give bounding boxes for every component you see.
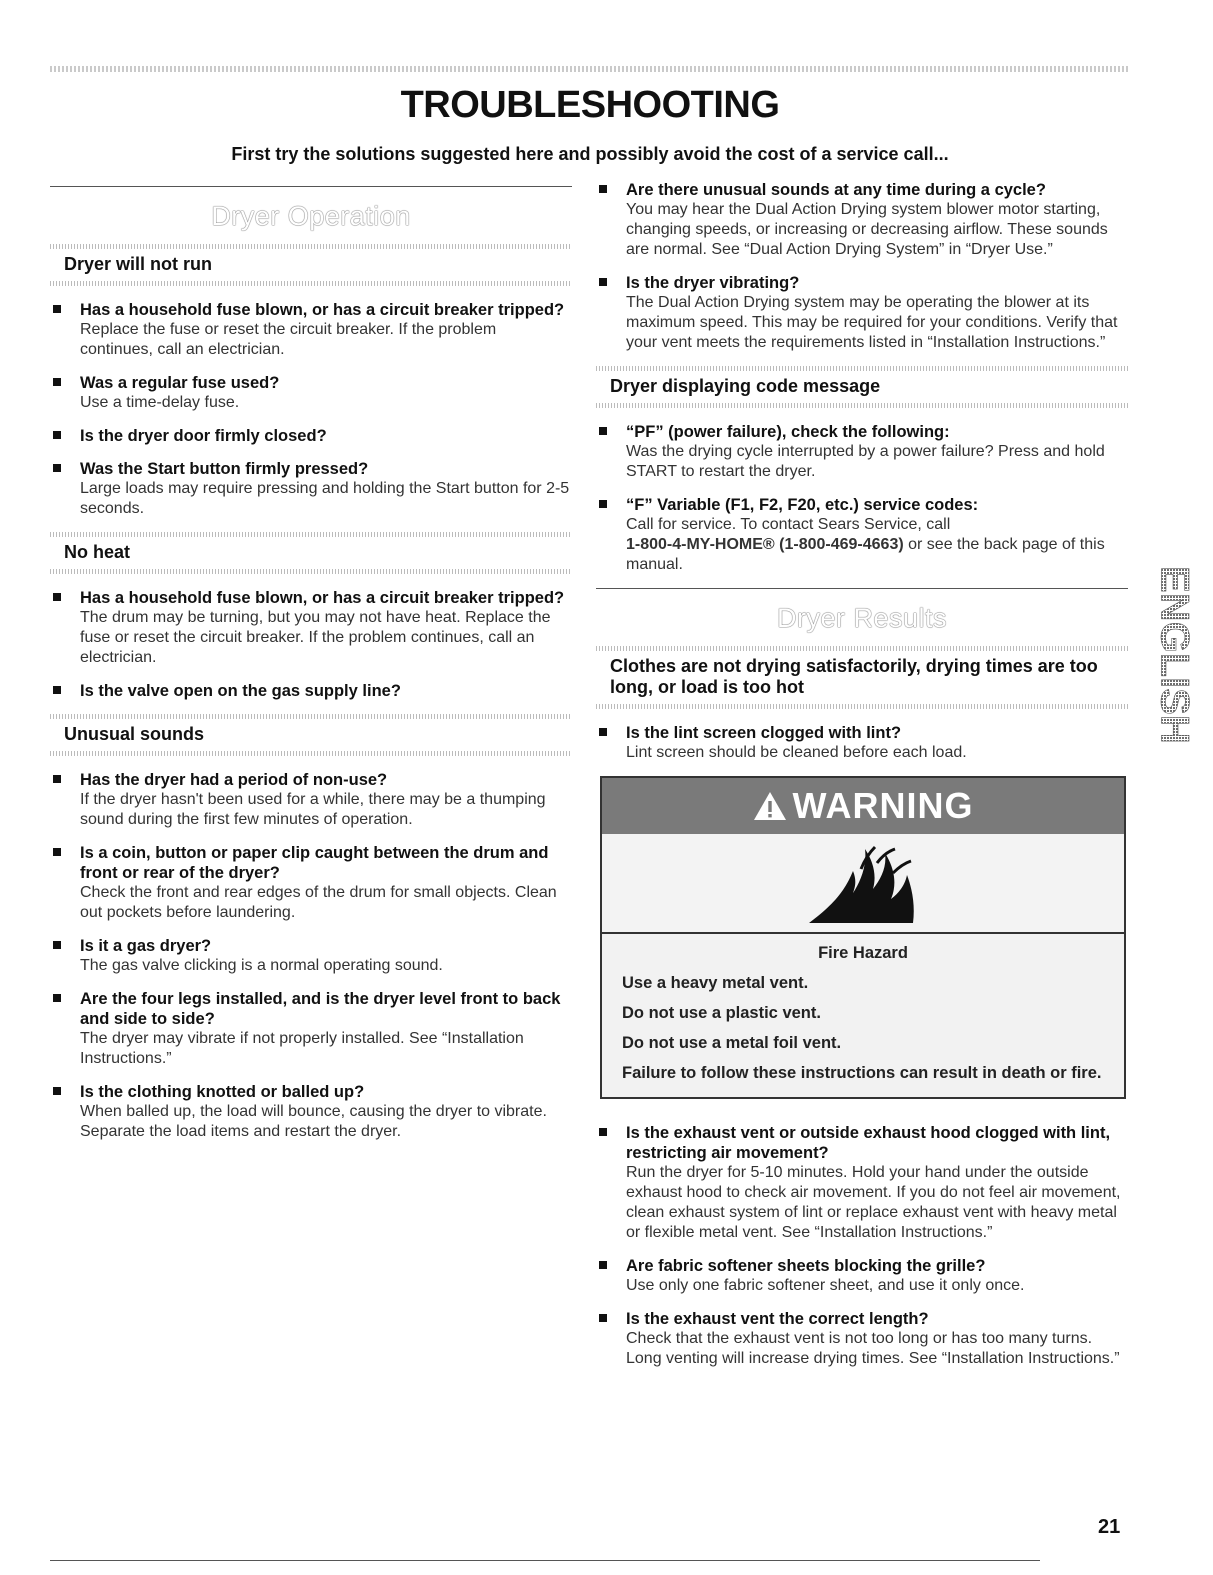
bullet-icon	[53, 1087, 61, 1095]
list-item	[596, 180, 1128, 260]
bullet-icon	[53, 848, 61, 856]
list-item	[596, 273, 1128, 353]
list-item	[596, 495, 1128, 575]
group-title: Unusual sounds	[64, 724, 205, 744]
question: Is the dryer door firmly closed?	[80, 427, 327, 445]
question-list	[596, 723, 1128, 763]
question-list	[596, 180, 1128, 353]
dotted-divider	[50, 569, 572, 574]
section-rule	[596, 588, 1128, 589]
warning-header	[602, 778, 1124, 834]
dotted-divider	[596, 704, 1128, 709]
answer: Check that the exhaust vent is not too long or has too many turns. Long venting will increase drying times. See “Installation Instructions.”	[626, 1330, 1120, 1367]
group-title: Clothes are not drying satisfactorily, drying times are too long, or load is too hot	[610, 656, 1098, 697]
top-rule	[50, 66, 1128, 72]
warning-line: Use a heavy metal vent.	[622, 974, 809, 992]
group-no-heat	[50, 532, 572, 701]
bullet-icon	[599, 1314, 607, 1322]
answer: When balled up, the load will bounce, causing the dryer to vibrate. Separate the load items and restart the dryer.	[80, 1103, 547, 1140]
bullet-icon	[599, 185, 607, 193]
question: Has a household fuse blown, or has a circuit breaker tripped?	[80, 589, 565, 607]
section-heading-dryer-results: Dryer Results	[776, 603, 948, 633]
question: Are the four legs installed, and is the dryer level front to back and side to side?	[80, 990, 561, 1028]
dotted-divider	[50, 281, 572, 286]
question: Is the exhaust vent the correct length?	[626, 1310, 929, 1328]
list-item	[50, 681, 572, 701]
answer: The dryer may vibrate if not properly installed. See “Installation Instructions.”	[80, 1030, 524, 1067]
service-phone: 1-800-4-MY-HOME® (1-800-469-4663)	[626, 536, 904, 553]
list-item	[50, 426, 572, 446]
answer: If the dryer hasn't been used for a while, there may be a thumping sound during the first few minutes of operation.	[80, 791, 546, 828]
list-item	[50, 770, 572, 830]
side-tab-text: ENGLISH	[1152, 566, 1197, 744]
list-item	[50, 373, 572, 413]
warning-line: Failure to follow these instructions can result in death or fire.	[622, 1064, 1102, 1082]
answer: Lint screen should be cleaned before each load.	[626, 744, 967, 761]
group-title: No heat	[64, 542, 131, 562]
answer: Use only one fabric softener sheet, and use it only once.	[626, 1277, 1025, 1294]
bullet-icon	[53, 464, 61, 472]
group-unusual-sounds	[50, 714, 572, 1142]
list-item	[596, 422, 1128, 482]
bullet-icon	[53, 941, 61, 949]
list-item	[50, 459, 572, 519]
answer	[626, 515, 1128, 575]
dotted-divider	[50, 751, 572, 756]
bullet-icon	[53, 378, 61, 386]
bullet-icon	[53, 305, 61, 313]
page-number: 21	[1098, 1516, 1121, 1538]
question: Is the valve open on the gas supply line?	[80, 682, 401, 700]
right-column	[596, 180, 1128, 1382]
question: Is the clothing knotted or balled up?	[80, 1083, 365, 1101]
bullet-icon	[599, 427, 607, 435]
warning-box	[600, 776, 1126, 1099]
section-rule	[50, 186, 572, 187]
bottom-rule	[50, 1560, 1040, 1561]
list-item	[50, 300, 572, 360]
question: “F” Variable (F1, F2, F20, etc.) service codes:	[626, 496, 979, 514]
list-item	[50, 936, 572, 976]
bullet-icon	[53, 686, 61, 694]
question-list	[50, 588, 572, 701]
question-list	[596, 1123, 1128, 1369]
group-title: Dryer displaying code message	[610, 376, 881, 396]
bullet-icon	[599, 1261, 607, 1269]
question: Has the dryer had a period of non-use?	[80, 771, 388, 789]
bullet-icon	[599, 278, 607, 286]
question: Was the Start button firmly pressed?	[80, 460, 369, 478]
question: Was a regular fuse used?	[80, 374, 280, 392]
section-heading-dryer-operation: Dryer Operation	[211, 201, 411, 231]
list-item	[596, 1256, 1128, 1296]
question: Is a coin, button or paper clip caught between the drum and front or rear of the dryer?	[80, 844, 549, 882]
page-subtitle: First try the solutions suggested here and possibly avoid the cost of a service call...	[231, 144, 949, 164]
answer: Replace the fuse or reset the circuit breaker. If the problem continues, call an electrician.	[80, 321, 497, 358]
warning-icon-panel	[602, 834, 1124, 934]
list-item	[50, 989, 572, 1069]
bullet-icon	[53, 431, 61, 439]
bullet-icon	[599, 728, 607, 736]
list-item	[596, 1123, 1128, 1243]
question: Are there unusual sounds at any time during a cycle?	[626, 181, 1046, 199]
answer: Check the front and rear edges of the drum for small objects. Clean out pockets before laundering.	[80, 884, 557, 921]
list-item	[50, 843, 572, 923]
answer: Was the drying cycle interrupted by a power failure? Press and hold START to restart the dryer.	[626, 443, 1105, 480]
warning-line: Do not use a plastic vent.	[622, 1004, 821, 1022]
warning-label: WARNING	[792, 785, 974, 826]
list-item	[596, 723, 1128, 763]
answer: You may hear the Dual Action Drying system blower motor starting, changing speeds, or increasing or decreasing airflow. These sounds are normal. See “Dual Action Drying System” in “Dryer Use.”	[626, 201, 1108, 258]
answer: Run the dryer for 5-10 minutes. Hold your hand under the outside exhaust hood to check air movement. If you do not feel air movement, clean exhaust system of lint or replace exhaust vent with heavy metal or flexible metal vent. See “Installation Instructions.”	[626, 1164, 1121, 1241]
left-column	[50, 186, 572, 1155]
group-dryer-will-not-run	[50, 244, 572, 519]
list-item	[50, 1082, 572, 1142]
question-list	[50, 770, 572, 1142]
answer: Large loads may require pressing and holding the Start button for 2-5 seconds.	[80, 480, 570, 517]
question: “PF” (power failure), check the following:	[626, 423, 950, 441]
answer: Use a time-delay fuse.	[80, 394, 240, 411]
list-item	[596, 1309, 1128, 1369]
warning-hazard: Fire Hazard	[818, 944, 908, 962]
question: Is it a gas dryer?	[80, 937, 212, 955]
question-list	[596, 422, 1128, 575]
bullet-icon	[599, 1128, 607, 1136]
bullet-icon	[53, 593, 61, 601]
question-list	[50, 300, 572, 519]
answer: The Dual Action Drying system may be operating the blower at its maximum speed. This may be required for your conditions. Verify that your vent meets the requirements listed in “Installation Instructions.”	[626, 294, 1118, 351]
question: Is the exhaust vent or outside exhaust hood clogged with lint, restricting air movement?	[626, 1124, 1111, 1162]
question: Has a household fuse blown, or has a circuit breaker tripped?	[80, 301, 565, 319]
question: Are fabric softener sheets blocking the grille?	[626, 1257, 986, 1275]
question: Is the lint screen clogged with lint?	[626, 724, 902, 742]
group-title: Dryer will not run	[64, 254, 213, 274]
fire-icon	[803, 841, 923, 925]
answer: The gas valve clicking is a normal operating sound.	[80, 957, 443, 974]
dotted-divider	[596, 403, 1128, 408]
group-code-message	[596, 366, 1128, 575]
warning-line: Do not use a metal foil vent.	[622, 1034, 842, 1052]
bullet-icon	[53, 994, 61, 1002]
warning-body	[602, 934, 1124, 1097]
group-clothes-not-drying	[596, 646, 1128, 763]
language-side-tab	[1150, 566, 1197, 788]
page-title: TROUBLESHOOTING	[400, 84, 780, 126]
answer-text: Call for service. To contact Sears Service, call	[626, 516, 951, 533]
answer: The drum may be turning, but you may not have heat. Replace the fuse or reset the circuit breaker. If the problem continues, call an electrician.	[80, 609, 551, 666]
answer-tail: or see the back page of this manual.	[626, 536, 1105, 573]
question: Is the dryer vibrating?	[626, 274, 800, 292]
alert-triangle-icon	[753, 791, 787, 821]
bullet-icon	[53, 775, 61, 783]
bullet-icon	[599, 500, 607, 508]
list-item	[50, 588, 572, 668]
